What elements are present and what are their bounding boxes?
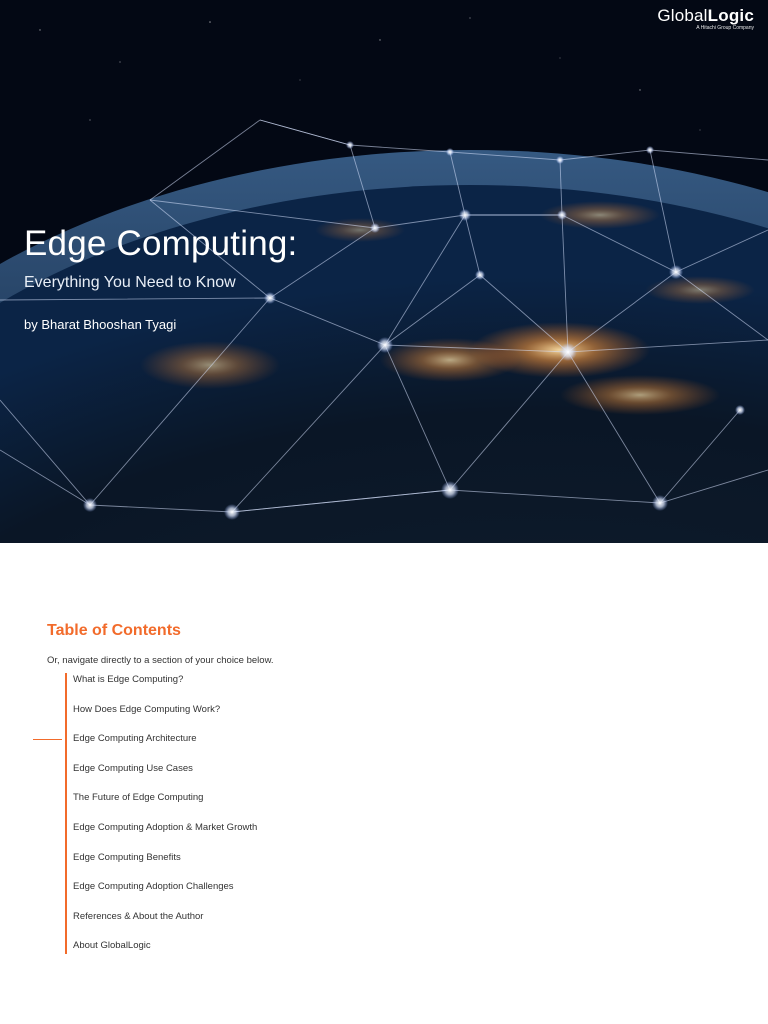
toc-intro-text: Or, navigate directly to a section of your choice below. [47, 655, 274, 666]
toc-link-edge-computing-benefits[interactable]: Edge Computing Benefits [73, 851, 181, 863]
toc-link-edge-computing-architecture[interactable]: Edge Computing Architecture [73, 733, 197, 745]
author-byline: by Bharat Bhooshan Tyagi [24, 317, 177, 332]
document-subtitle: Everything You Need to Know [24, 274, 236, 291]
logo-wordmark-bold: Logic [707, 6, 754, 25]
toc-active-marker [33, 739, 62, 740]
toc-link-adoption-market-growth[interactable]: Edge Computing Adoption & Market Growth [73, 821, 258, 833]
logo-tagline: A Hitachi Group Company [696, 25, 754, 31]
toc-link-edge-computing-use-cases[interactable]: Edge Computing Use Cases [73, 762, 193, 774]
toc-link-about-globallogic[interactable]: About GlobalLogic [73, 940, 151, 952]
logo-wordmark [657, 6, 754, 26]
toc-link-what-is-edge-computing[interactable]: What is Edge Computing? [73, 674, 184, 685]
toc-list [73, 673, 257, 969]
document-title: Edge Computing: [24, 224, 298, 263]
toc-link-adoption-challenges[interactable]: Edge Computing Adoption Challenges [73, 881, 234, 893]
toc-accent-bar [65, 673, 67, 954]
logo-wordmark-regular: Global [657, 6, 708, 25]
toc-link-references-about-author[interactable]: References & About the Author [73, 910, 204, 922]
toc-heading: Table of Contents [47, 622, 181, 639]
globallogic-logo[interactable] [657, 6, 754, 31]
toc-link-how-does-edge-computing-work[interactable]: How Does Edge Computing Work? [73, 703, 221, 715]
toc-link-future-of-edge-computing[interactable]: The Future of Edge Computing [73, 792, 204, 804]
